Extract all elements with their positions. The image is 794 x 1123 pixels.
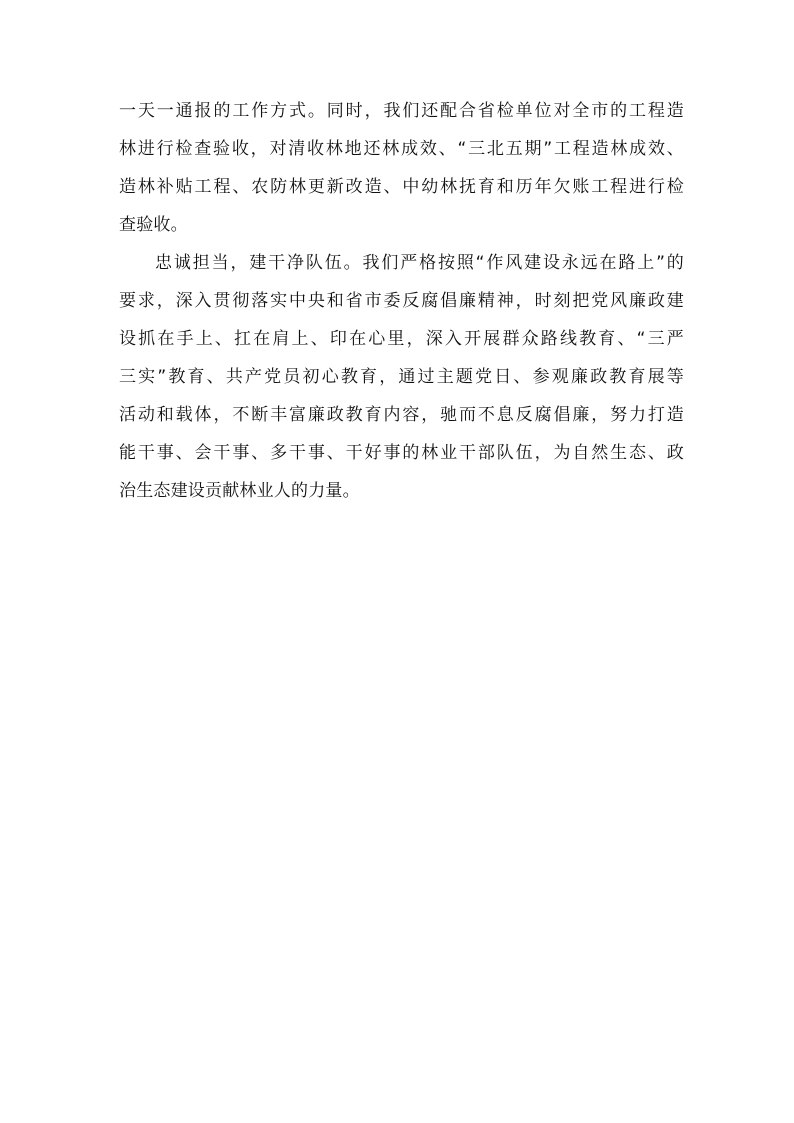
paragraph-2 (119, 244, 684, 510)
paragraph-line: 三实”教育、共产党员初心教育，通过主题党日、参观廉政教育展等 (119, 367, 684, 387)
paragraph-line: 要求，深入贯彻落实中央和省市委反腐倡廉精神，时刻把党风廉政建 (119, 291, 684, 311)
paragraph-line: 治生态建设贡献林业人的力量。 (119, 481, 360, 501)
paragraph-line: 忠诚担当，建干净队伍。我们严格按照“作风建设永远在路上”的 (155, 253, 684, 273)
paragraph-line: 查验收。 (119, 215, 188, 235)
document-body (119, 92, 684, 510)
paragraph-1 (119, 92, 684, 244)
paragraph-line: 一天一通报的工作方式。同时，我们还配合省检单位对全市的工程造 (119, 101, 684, 121)
paragraph-line: 设抓在手上、扛在肩上、印在心里，深入开展群众路线教育、“三严 (119, 329, 684, 349)
paragraph-line: 造林补贴工程、农防林更新改造、中幼林抚育和历年欠账工程进行检 (119, 177, 684, 197)
paragraph-line: 林进行检查验收，对清收林地还林成效、“三北五期”工程造林成效、 (119, 139, 684, 159)
paragraph-line: 活动和载体，不断丰富廉政教育内容，驰而不息反腐倡廉，努力打造 (119, 405, 684, 425)
paragraph-line: 能干事、会干事、多干事、干好事的林业干部队伍，为自然生态、政 (119, 443, 684, 463)
